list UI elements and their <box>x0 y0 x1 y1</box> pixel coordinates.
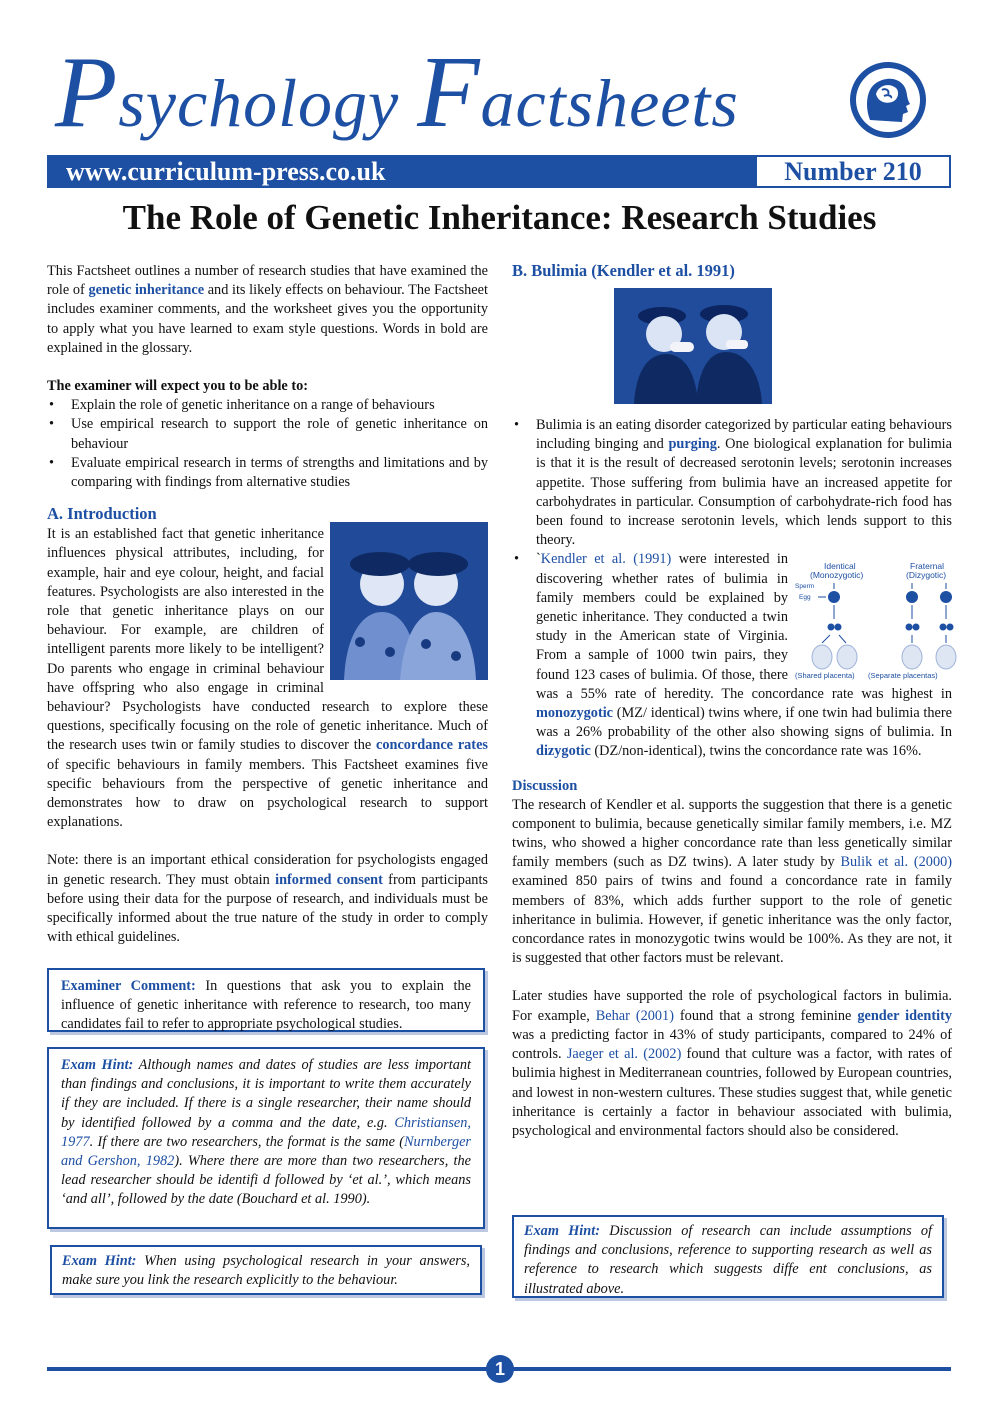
discussion-paragraph: The research of Kendler et al. supports the suggestion that there is a genetic component to bulimia, because genetically similar family members, i.e. MZ twins, who showed a higher concordance rate than less genetically similar family members (such as DZ twins). A later study by Bulik et al. (2000) examined 850 pairs of twins and found a concordance rate in family members of 83%, which adds further support to the role of genetic inheritance in bulimia. However, if genetic inheritance was the only factor, concordance rates in monozygotic twins would be 100%. As they are not, it is suggested that other factors must be relevant. <box>512 796 953 967</box>
bulimia-photo <box>614 288 772 404</box>
diagram-identical-label: • Identical <box>824 561 856 572</box>
diagram-fraternal-label: Fraternal <box>910 561 945 572</box>
ethics-note: Note: there is an important ethical consideration for psychologists engaged in genetic research. They must obtain informed consent from participants before using their data for the purpose of research, and individuals must be specifically informed about the true nature of the study in order to comply with ethical guidelines. <box>47 852 488 946</box>
expect-heading: The examiner will expect you to be able to: <box>47 378 309 395</box>
twin-types-diagram <box>794 561 972 681</box>
exam-hint-box-3: Exam Hint: Discussion of research can include assumptions of findings and conclusions, reference to supporting research as well as reference to research which suggests diffe ent conclusions, as illustrated above. <box>512 1215 944 1298</box>
examiner-comment-box: Examiner Comment: In questions that ask you to explain the influence of genetic inheritance with reference to research, too many candidates fail to refer to appropriate psychological studies. <box>47 968 485 1032</box>
section-b-heading: B. Bulimia (Kendler et al. 1991) <box>512 261 735 280</box>
page-title: The Role of Genetic Inheritance: Research Studies <box>122 198 877 237</box>
masthead-title: Psychology Factsheets <box>55 36 739 149</box>
left-column <box>47 262 488 948</box>
list-item: • Identical (Monozygotic) Fraternal (Dizygotic) Sperm Egg (Shared placenta) (Separate placentas) `Kendler et al. (1991) were interested in discovering whether rates of bulimia in family members could be explained by genetic inheritance. They conducted a twin study in the American state of Virginia. From a sample of 1000 twin pairs, they found 123 cases of bulimia. Of those, there was a 55% rate of heredity. The concordance rate was highest in monozygotic (MZ/ identical) twins where, if one twin had bulimia there was a 26% probability of the other also showing signs of bulimia. In dizygotic (DZ/non-identical), twins the concordance rate was 16%. <box>512 550 952 761</box>
section-a-heading: A. Introduction <box>47 504 157 524</box>
diagram-egg-label: Egg <box>799 594 811 602</box>
issue-number: Number 210 <box>755 155 951 188</box>
head-logo-icon <box>848 60 928 140</box>
diagram-shared-label: (Shared placenta) <box>795 671 855 681</box>
exam-hint-box: Exam Hint: Although names and dates of studies are less important than findings and conclusions, it is important to write them accurately if they are included. If there is a single researcher, their name should by identified followed by a comma and the date, e.g. Christiansen, 1977. If there are two researchers, the format is the same (Nurnberger and Gershon, 1982). Where there are more than two researchers, the lead researcher should be identifi d followed by ‘et al.’, which means ‘and all’, followed by the date (Bouchard et al. 1990). <box>47 1047 485 1229</box>
list-item: • Explain the role of genetic inheritance on a range of behaviours <box>47 396 488 415</box>
diagram-di-label: (Dizygotic) <box>906 570 947 581</box>
page-number: 1 <box>486 1355 514 1383</box>
diagram-sperm-label: Sperm <box>795 583 815 591</box>
list-item: • Bulimia is an eating disorder categorized by particular eating behaviours including binging and purging. One biological explanation for bulimia is that it is the result of decreased serotonin levels; serotonin increases appetite. Those suffering from bulimia have an increased appetite for carbohydrates in particular. Consumption of carbohydrate-rich food has been found to increase serotonin levels, which lends support to this theory. <box>512 416 952 550</box>
introduction-paragraph: It is an established fact that genetic inheritance influences physical attributes, including, for example, hair and eye colour, height, and facial features. Psychologists are also interested in the role that genetic inheritance plays on our behaviour. For example, are children of intelligent parents more likely to be intelligent? Do parents who engage in criminal behaviour have offspring who also engage in criminal behaviour? Psychologists have conducted research to explore these questions, specifically focusing on the role of genetic inheritance. Much of the research uses twin or family studies to discover the concordance rates of specific behaviours in family members. This Factsheet examines five specific behaviours from the perspective of genetic inheritance and demonstrates how to draw on psychological research to support explanations. <box>47 526 488 831</box>
discussion-heading: Discussion <box>512 777 578 794</box>
website-url[interactable]: www.curriculum-press.co.uk <box>66 157 386 186</box>
diagram-mono-label: (Monozygotic) <box>810 570 864 581</box>
intro-paragraph: This Factsheet outlines a number of research studies that have examined the role of genetic inheritance and its likely effects on behaviour. The Factsheet includes examiner comments, and the worksheet gives you the opportunity to apply what you have learned to exam style questions. Words in bold are explained in the glossary. <box>47 263 488 356</box>
list-item: • Use empirical research to support the role of genetic inheritance on behaviour <box>47 415 488 453</box>
expect-list <box>47 396 488 492</box>
exam-hint-box-2: Exam Hint: When using psychological research in your answers, make sure you link the research explicitly to the behaviour. <box>50 1245 482 1295</box>
right-column <box>512 260 952 1141</box>
later-studies-paragraph: Later studies have supported the role of psychological factors in bulimia. For example, Behar (2001) found that a strong feminine gender identity was a predicting factor in 43% of study participants, compared to 24% of controls. Jaeger et al. (2002) found that culture was a factor, with rates of bulimia highest in Mediterranean countries, followed by European countries, and lowest in non-western cultures. These studies suggest that, while genetic inheritance is certainly a factor in behaviour associated with bulimia, psychological and environmental factors should also be considered. <box>512 988 952 1139</box>
bulimia-list <box>512 416 952 762</box>
twins-photo <box>330 522 488 680</box>
list-item: • Evaluate empirical research in terms of strengths and limitations and by comparing with findings from alternative studies <box>47 454 488 492</box>
diagram-separate-label: (Separate placentas) <box>868 671 938 681</box>
